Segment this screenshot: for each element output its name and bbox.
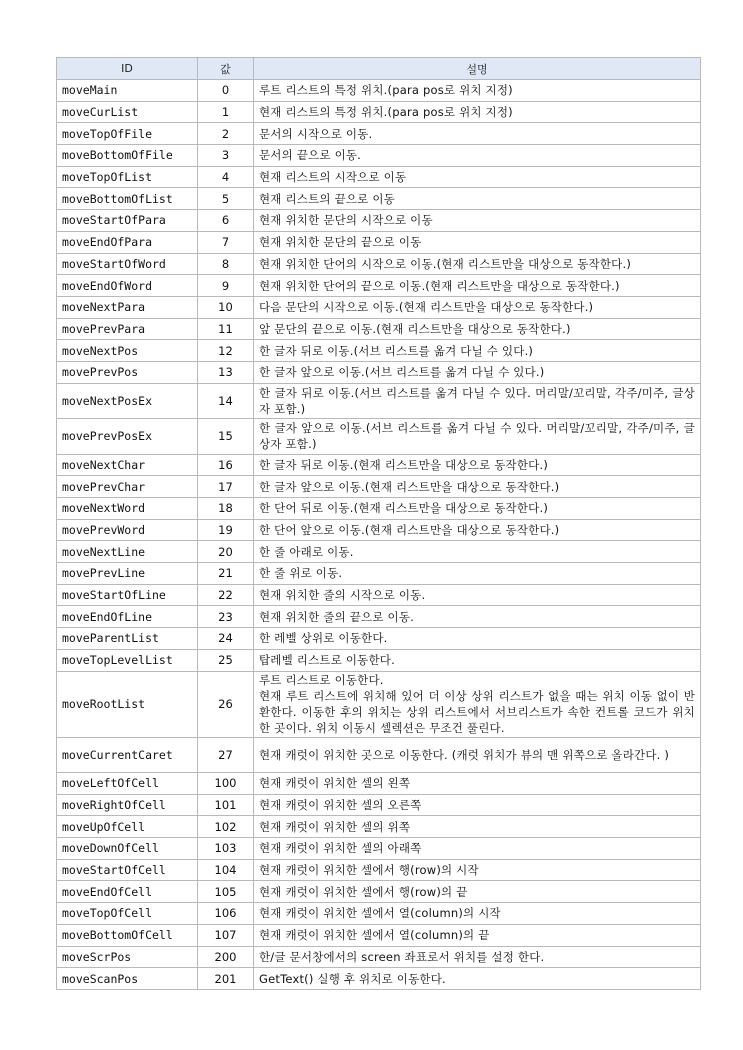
cell-description: 다음 문단의 시작으로 이동.(현재 리스트만을 대상으로 동작한다.) [254,296,701,318]
cell-value: 19 [198,519,254,541]
cell-value: 6 [198,210,254,232]
cell-id: moveEndOfLine [57,606,198,628]
cell-id: moveScrPos [57,946,198,968]
cell-id: moveScanPos [57,968,198,990]
cell-value: 14 [198,383,254,419]
cell-description: 현재 위치한 단어의 시작으로 이동.(현재 리스트만을 대상으로 동작한다.) [254,253,701,275]
cell-description: 현재 위치한 문단의 시작으로 이동 [254,210,701,232]
cell-id: moveEndOfCell [57,881,198,903]
cell-id: moveRootList [57,671,198,737]
cell-id: moveTopOfCell [57,903,198,925]
cell-description: 한 단어 뒤로 이동.(현재 리스트만을 대상으로 동작한다.) [254,498,701,520]
table-row [57,903,701,925]
cell-id: moveBottomOfList [57,188,198,210]
cell-value: 1 [198,101,254,123]
cell-id: movePrevPosEx [57,419,198,455]
cell-description: 탑레벨 리스트로 이동한다. [254,649,701,671]
cell-value: 23 [198,606,254,628]
cell-description: 한 글자 앞으로 이동.(서브 리스트를 옮겨 다닐 수 있다. 머리말/꼬리말, 각주/미주, 글상자 포함.) [254,419,701,455]
cell-value: 22 [198,584,254,606]
cell-description: 한/글 문서창에서의 screen 좌표로서 위치를 설정 한다. [254,946,701,968]
cell-description: 현재 위치한 단어의 끝으로 이동.(현재 리스트만을 대상으로 동작한다.) [254,275,701,297]
table-row [57,419,701,455]
table-row [57,361,701,383]
table-row [57,968,701,990]
table-row [57,649,701,671]
cell-id: movePrevLine [57,563,198,585]
cell-id: moveUpOfCell [57,816,198,838]
cell-id: moveTopLevelList [57,649,198,671]
cell-value: 201 [198,968,254,990]
cell-description: 한 글자 뒤로 이동.(서브 리스트를 옮겨 다닐 수 있다.) [254,340,701,362]
cell-value: 17 [198,476,254,498]
cell-description: 현재 리스트의 특정 위치.(para pos로 위치 지정) [254,101,701,123]
table-row [57,80,701,102]
cell-description: 한 단어 앞으로 이동.(현재 리스트만을 대상으로 동작한다.) [254,519,701,541]
cell-description: 현재 캐럿이 위치한 셀의 오른쪽 [254,794,701,816]
move-id-table [56,57,701,990]
cell-value: 4 [198,166,254,188]
cell-description: 현재 캐럿이 위치한 셀에서 행(row)의 시작 [254,859,701,881]
cell-id: moveBottomOfFile [57,145,198,167]
cell-value: 106 [198,903,254,925]
cell-value: 101 [198,794,254,816]
cell-id: moveRightOfCell [57,794,198,816]
cell-value: 26 [198,671,254,737]
cell-value: 24 [198,628,254,650]
cell-id: movePrevChar [57,476,198,498]
table-row [57,275,701,297]
table-row [57,383,701,419]
table-row [57,541,701,563]
cell-description: 한 줄 위로 이동. [254,563,701,585]
cell-id: moveParentList [57,628,198,650]
cell-id: movePrevPara [57,318,198,340]
table-row [57,498,701,520]
cell-id: moveStartOfCell [57,859,198,881]
table-row [57,454,701,476]
table-row [57,476,701,498]
cell-description: 문서의 시작으로 이동. [254,123,701,145]
cell-id: moveDownOfCell [57,838,198,860]
cell-description: 한 줄 아래로 이동. [254,541,701,563]
cell-description: 한 글자 뒤로 이동.(서브 리스트를 옮겨 다닐 수 있다. 머리말/꼬리말, 각주/미주, 글상자 포함.) [254,383,701,419]
table-row [57,563,701,585]
cell-description: 한 글자 뒤로 이동.(현재 리스트만을 대상으로 동작한다.) [254,454,701,476]
cell-value: 25 [198,649,254,671]
cell-value: 103 [198,838,254,860]
table-row [57,231,701,253]
cell-description: 현재 리스트의 시작으로 이동 [254,166,701,188]
cell-value: 0 [198,80,254,102]
cell-id: moveCurrentCaret [57,737,198,773]
cell-description: 현재 캐럿이 위치한 셀에서 행(row)의 끝 [254,881,701,903]
cell-description: 앞 문단의 끝으로 이동.(현재 리스트만을 대상으로 동작한다.) [254,318,701,340]
cell-value: 10 [198,296,254,318]
cell-id: moveCurList [57,101,198,123]
table-header-row [57,58,701,80]
cell-description: 현재 위치한 문단의 끝으로 이동 [254,231,701,253]
table-body [57,80,701,990]
cell-description: 루트 리스트의 특정 위치.(para pos로 위치 지정) [254,80,701,102]
cell-value: 200 [198,946,254,968]
cell-description: 한 글자 앞으로 이동.(서브 리스트를 옮겨 다닐 수 있다.) [254,361,701,383]
cell-description: 현재 캐럿이 위치한 셀의 왼쪽 [254,773,701,795]
cell-id: moveNextPosEx [57,383,198,419]
cell-description: 루트 리스트로 이동한다. 현재 루트 리스트에 위치해 있어 더 이상 상위 리스트가 없을 때는 위치 이동 없이 반환한다. 이동한 후의 위치는 상위 리스트에서 서브리스트가 속한 컨트롤 코드가 위치한 곳이다. 위치 이동시 셀렉션은 무조건 풀린다. [254,671,701,737]
table-row [57,606,701,628]
cell-value: 27 [198,737,254,773]
cell-id: moveTopOfList [57,166,198,188]
table-row [57,859,701,881]
table-row [57,188,701,210]
cell-id: movePrevPos [57,361,198,383]
cell-value: 100 [198,773,254,795]
cell-id: moveStartOfWord [57,253,198,275]
cell-value: 12 [198,340,254,362]
cell-value: 105 [198,881,254,903]
table-row [57,519,701,541]
cell-value: 13 [198,361,254,383]
table-row [57,773,701,795]
table-row [57,253,701,275]
cell-value: 2 [198,123,254,145]
cell-value: 102 [198,816,254,838]
cell-description: 현재 캐럿이 위치한 곳으로 이동한다. (캐럿 위치가 뷰의 맨 위쪽으로 올라간다. ) [254,737,701,773]
cell-id: moveLeftOfCell [57,773,198,795]
table-row [57,340,701,362]
table-row [57,816,701,838]
table-row [57,794,701,816]
cell-id: moveEndOfPara [57,231,198,253]
header-value: 값 [198,58,254,80]
table-row [57,123,701,145]
table-row [57,628,701,650]
cell-value: 8 [198,253,254,275]
table-row [57,166,701,188]
cell-id: moveStartOfLine [57,584,198,606]
cell-id: moveEndOfWord [57,275,198,297]
table-row [57,946,701,968]
cell-value: 107 [198,924,254,946]
cell-description: 현재 캐럿이 위치한 셀의 아래쪽 [254,838,701,860]
cell-id: moveNextLine [57,541,198,563]
cell-value: 9 [198,275,254,297]
cell-id: moveNextPara [57,296,198,318]
cell-value: 20 [198,541,254,563]
cell-value: 18 [198,498,254,520]
cell-description: 현재 위치한 줄의 끝으로 이동. [254,606,701,628]
cell-id: moveNextWord [57,498,198,520]
cell-id: moveBottomOfCell [57,924,198,946]
cell-description: 현재 캐럿이 위치한 셀의 위쪽 [254,816,701,838]
cell-id: moveStartOfPara [57,210,198,232]
table-row [57,101,701,123]
table-row [57,838,701,860]
cell-value: 104 [198,859,254,881]
cell-value: 3 [198,145,254,167]
table-row [57,296,701,318]
cell-description: 현재 캐럿이 위치한 셀에서 열(column)의 시작 [254,903,701,925]
cell-description: 현재 캐럿이 위치한 셀에서 열(column)의 끝 [254,924,701,946]
table-row [57,584,701,606]
cell-value: 16 [198,454,254,476]
cell-id: moveTopOfFile [57,123,198,145]
table-row [57,318,701,340]
cell-value: 7 [198,231,254,253]
cell-id: moveNextPos [57,340,198,362]
cell-id: movePrevWord [57,519,198,541]
cell-value: 15 [198,419,254,455]
header-description: 설명 [254,58,701,80]
table-row [57,924,701,946]
table-row [57,145,701,167]
table-row [57,671,701,737]
cell-id: moveMain [57,80,198,102]
cell-description: 현재 위치한 줄의 시작으로 이동. [254,584,701,606]
cell-description: 한 글자 앞으로 이동.(현재 리스트만을 대상으로 동작한다.) [254,476,701,498]
table-row [57,881,701,903]
table-row [57,210,701,232]
cell-value: 5 [198,188,254,210]
cell-description: 현재 리스트의 끝으로 이동 [254,188,701,210]
cell-value: 11 [198,318,254,340]
cell-description: 문서의 끝으로 이동. [254,145,701,167]
header-id: ID [57,58,198,80]
cell-description: 한 레벨 상위로 이동한다. [254,628,701,650]
cell-id: moveNextChar [57,454,198,476]
cell-value: 21 [198,563,254,585]
table-row [57,737,701,773]
cell-description: GetText() 실행 후 위치로 이동한다. [254,968,701,990]
